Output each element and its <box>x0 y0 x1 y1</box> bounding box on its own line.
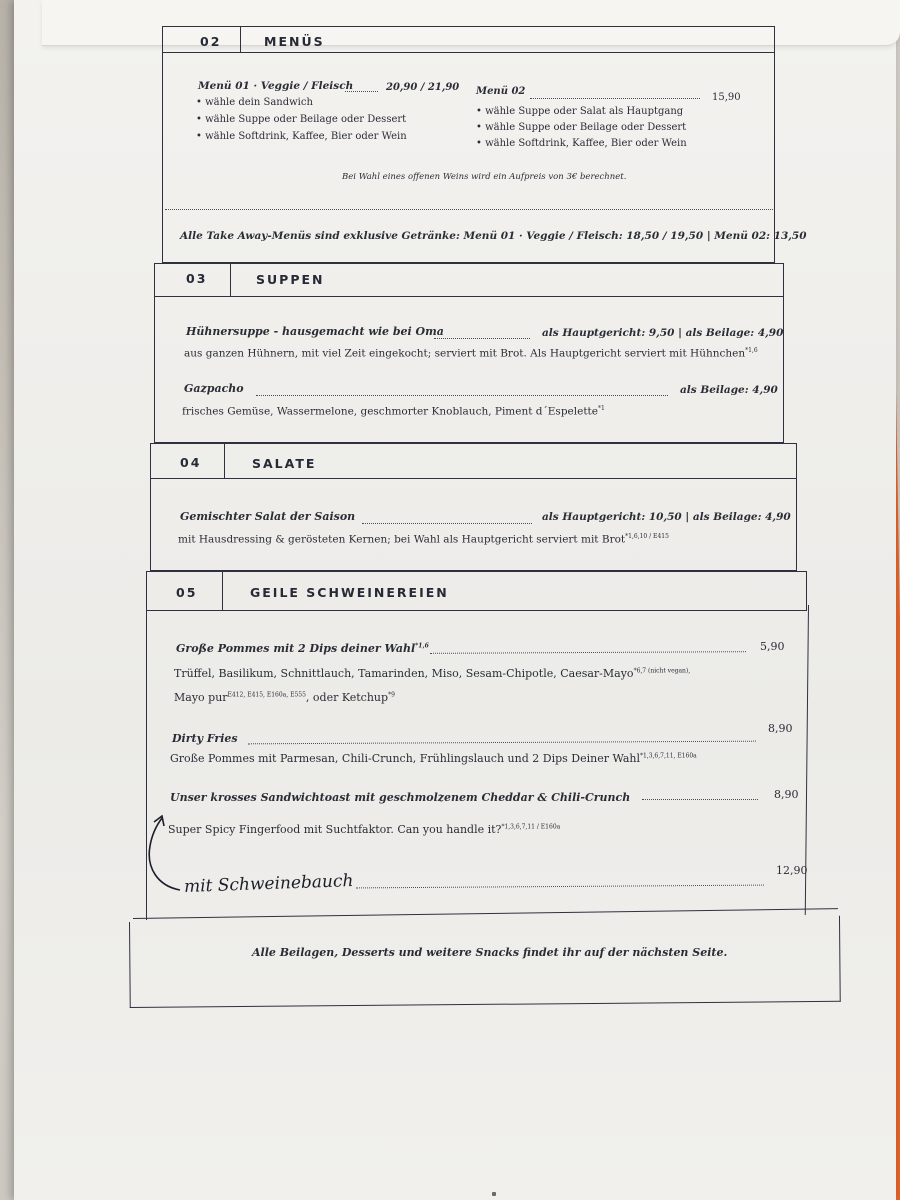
section-title: SUPPEN <box>256 272 325 287</box>
wine-note: Bei Wahl eines offenen Weins wird ein Aufpreis von 3€ berechnet. <box>342 172 627 182</box>
menu01-name: Menü 01 · Veggie / Fleisch <box>198 80 354 92</box>
dish-price: 8,90 <box>768 722 793 735</box>
section-number: 03 <box>186 271 208 286</box>
menu02-item: • wähle Suppe oder Beilage oder Dessert <box>476 122 687 133</box>
dish-description: mit Hausdressing & gerösteten Kernen; bei Wahl als Hauptgericht serviert mit Brot$^{*1,6,10 / E415}$ <box>178 533 669 546</box>
footer-box <box>129 916 841 1008</box>
section-title: MENÜS <box>264 34 325 49</box>
dish-description: frisches Gemüse, Wassermelone, geschmorter Knoblauch, Piment d´Espelette$^{*1}$ <box>182 405 605 418</box>
dish-description: Trüffel, Basilikum, Schnittlauch, Tamarinden, Miso, Sesam-Chipotle, Caesar-Mayo$^{*6,7 (nicht vegan),}$ <box>174 667 691 680</box>
section-title: SALATE <box>252 456 317 471</box>
section-schweinereien-frame <box>146 571 807 611</box>
dish-name: Große Pommes mit 2 Dips deiner Wahl$^{*1,6}$ <box>176 642 429 655</box>
dish-description: Super Spicy Fingerfood mit Suchtfaktor. Can you handle it?$^{*1,3,6,7,11 / E160a}$ <box>168 823 561 836</box>
menu01-price: 20,90 / 21,90 <box>386 82 460 93</box>
section-number: 04 <box>180 455 202 470</box>
menu01-item: • wähle Suppe oder Beilage oder Dessert <box>196 114 407 125</box>
separator <box>165 209 773 210</box>
dish-price: als Hauptgericht: 9,50 | als Beilage: 4,90 <box>542 327 784 339</box>
dish-price: als Hauptgericht: 10,50 | als Beilage: 4,90 <box>542 511 791 523</box>
dish-name: Gemischter Salat der Saison <box>180 510 356 523</box>
section-salate-frame <box>150 443 797 571</box>
page-mark <box>492 1192 496 1196</box>
handwritten-arrow-icon <box>140 808 190 898</box>
handwritten-addon: mit Schweinebauch <box>183 871 354 897</box>
footer-note: Alle Beilagen, Desserts und weitere Snacks findet ihr auf der nächsten Seite. <box>252 946 728 959</box>
takeaway-note: Alle Take Away-Menüs sind exklusive Getränke: Menü 01 · Veggie / Fleisch: 18,50 / 19,50 | Menü 02: 13,50 <box>180 230 807 242</box>
dish-name: Gazpacho <box>184 382 244 395</box>
dish-name: Unser krosses Sandwichtoast mit geschmolzenem Cheddar & Chili-Crunch <box>170 791 631 804</box>
section-title: GEILE SCHWEINEREIEN <box>250 585 449 600</box>
dish-price: 12,90 <box>776 864 808 877</box>
menu02-item: • wähle Softdrink, Kaffee, Bier oder Wein <box>476 138 687 149</box>
dish-name: Hühnersuppe - hausgemacht wie bei Oma <box>186 325 444 338</box>
menu01-item: • wähle Softdrink, Kaffee, Bier oder Wein <box>196 131 407 142</box>
menu01-item: • wähle dein Sandwich <box>196 97 313 108</box>
dish-price: 5,90 <box>760 640 785 653</box>
menu02-item: • wähle Suppe oder Salat als Hauptgang <box>476 106 684 117</box>
menu02-name: Menü 02 <box>476 86 526 97</box>
dish-price: als Beilage: 4,90 <box>680 384 778 396</box>
section-number: 05 <box>176 585 198 600</box>
dish-price: 8,90 <box>774 788 799 801</box>
dish-description: Mayo pur$^{E412, E415, E160a, E555}$, oder Ketchup$^{*9}$ <box>174 691 395 704</box>
section-number: 02 <box>200 34 222 49</box>
dish-description: aus ganzen Hühnern, mit viel Zeit eingekocht; serviert mit Brot. Als Hauptgericht serviert mit Hühnchen$^{*1,6}$ <box>184 347 758 360</box>
menu02-price: 15,90 <box>712 92 741 103</box>
dish-description: Große Pommes mit Parmesan, Chili-Crunch, Frühlingslauch und 2 Dips Deiner Wahl$^{*1,3,6,7,11, E160a}$ <box>170 752 697 765</box>
dish-name: Dirty Fries <box>172 732 238 745</box>
